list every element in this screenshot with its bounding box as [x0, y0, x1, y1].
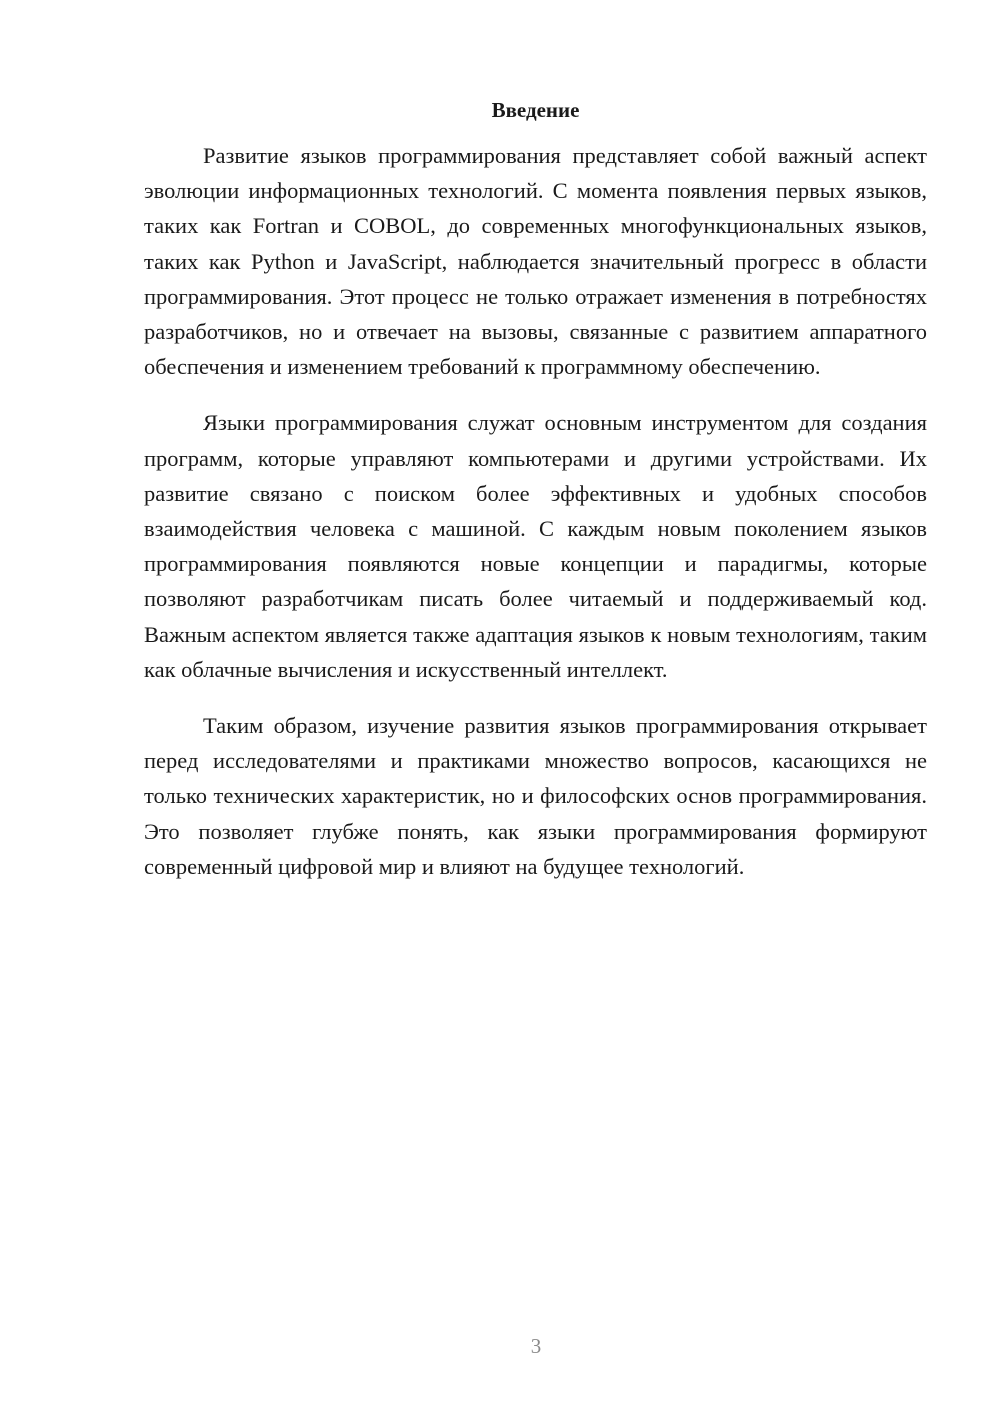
- page-number: 3: [530, 1334, 542, 1358]
- section-title: Введение: [491, 98, 580, 122]
- paragraph-conclusion: Таким образом, изучение развития языков программирования открывает перед исследователями и практиками множество вопросов, касающихся не только технических характеристик, но и философских основ программирования. Это позволяет глубже понять, как языки программирования формируют современный цифровой мир и влияют на будущее технологий.: [144, 713, 927, 879]
- paragraph-purpose: Языки программирования служат основным инструментом для создания программ, которые управляют компьютерами и другими устройствами. Их развитие связано с поиском более эффективных и удобных способов взаимодействия человека с машиной. С каждым новым поколением языков программирования появляются новые концепции и парадигмы, которые позволяют разработчикам писать более читаемый и поддерживаемый код. Важным аспектом является также адаптация языков к новым технологиям, таким как облачные вычисления и искусственный интеллект.: [144, 410, 927, 682]
- paragraph-intro: Развитие языков программирования представляет собой важный аспект эволюции информационных технологий. С момента появления первых языков, таких как Fortran и COBOL, до современных многофункциональных языков, таких как Python и JavaScript, наблюдается значительный прогресс в области программирования. Этот процесс не только отражает изменения в потребностях разработчиков, но и отвечает на вызовы, связанные с развитием аппаратного обеспечения и изменением требований к программному обеспечению.: [144, 143, 927, 380]
- page-content: [144, 94, 927, 905]
